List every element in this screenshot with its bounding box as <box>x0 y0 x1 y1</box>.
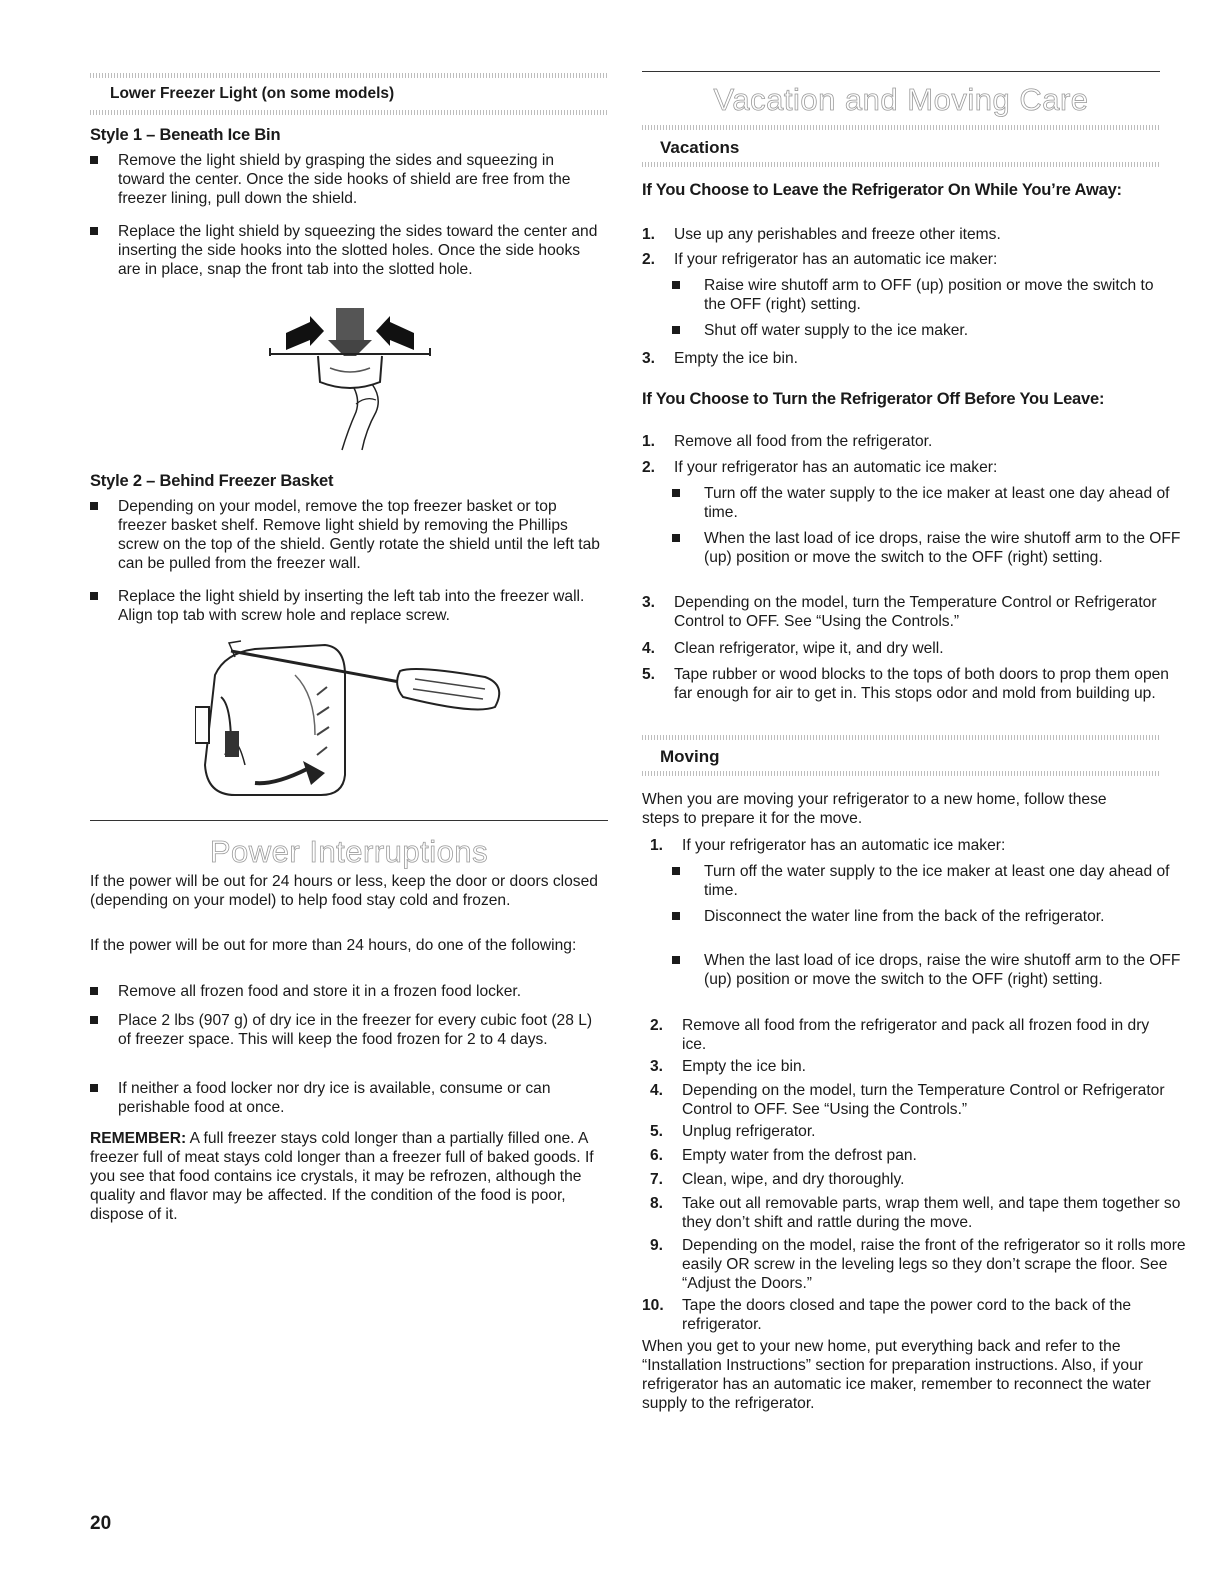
vacation-moving-title: Vacation and Moving Care <box>713 82 1089 117</box>
moving-sub-1: Turn off the water supply to the ice maker at least one day ahead of time. <box>672 862 1188 900</box>
vacation-off-sub-2: When the last load of ice drops, raise the wire shutoff arm to the OFF (up) position or move the switch to the OFF (right) setting. <box>672 529 1188 567</box>
vacation-off-step-1 <box>642 432 1174 451</box>
vacation-off-title: If You Choose to Turn the Refrigerator Off Before You Leave: <box>642 390 1105 408</box>
step-text: Take out all removable parts, wrap them well, and tape them together so they don’t shift and rattle during the move. <box>682 1195 1181 1231</box>
moving-step-7 <box>650 1170 1172 1189</box>
step-text: Tape rubber or wood blocks to the tops of both doors to prop them open far enough for air to get in. This stops odor and mold from building up. <box>674 666 1169 702</box>
step-number: 1. <box>642 433 656 450</box>
step-number: 3. <box>650 1058 664 1075</box>
step-text: Remove all food from the refrigerator and pack all frozen food in dry ice. <box>682 1017 1150 1053</box>
moving-step-10 <box>642 1296 1182 1334</box>
section-divider <box>90 820 608 821</box>
step-number: 3. <box>642 594 656 611</box>
section-hatch <box>90 73 608 78</box>
vacation-off-step-4 <box>642 639 1174 658</box>
vacation-on-step-2 <box>642 250 1174 269</box>
step-text: Depending on the model, raise the front of the refrigerator so it rolls more easily OR screw in the leveling legs so they don’t scrape the floor. See “Adjust the Doors.” <box>682 1237 1186 1292</box>
power-paragraph-1: If the power will be out for 24 hours or less, keep the door or doors closed (depending on your model) to help food stay cold and frozen. <box>90 873 598 909</box>
section-divider <box>642 71 1160 72</box>
step-text: Depending on the model, turn the Temperature Control or Refrigerator Control to OFF. See “Using the Controls.” <box>682 1082 1165 1118</box>
step-text: Tape the doors closed and tape the power cord to the back of the refrigerator. <box>682 1297 1132 1333</box>
power-interruptions-title: Power Interruptions <box>209 834 489 869</box>
step-text: Empty the ice bin. <box>682 1058 806 1075</box>
step-text: Remove all food from the refrigerator. <box>674 433 933 450</box>
step-text: If your refrigerator has an automatic ice maker: <box>674 459 998 476</box>
vacation-on-sub-1: Raise wire shutoff arm to OFF (up) position or move the switch to the OFF (right) setting. <box>672 276 1174 314</box>
remember-label: REMEMBER: <box>90 1130 187 1147</box>
power-bullet-2: Place 2 lbs (907 g) of dry ice in the freezer for every cubic foot (28 L) of freezer space. This will keep the food frozen for 2 to 4 days. <box>90 1011 608 1049</box>
step-number: 2. <box>642 251 656 268</box>
step-text: If your refrigerator has an automatic ice maker: <box>682 837 1006 854</box>
moving-step-5 <box>650 1122 1172 1141</box>
remember-paragraph <box>90 1129 606 1224</box>
step-number: 4. <box>642 640 656 657</box>
step-number: 10. <box>642 1297 664 1314</box>
vacation-off-step-3 <box>642 593 1174 631</box>
moving-intro: When you are moving your refrigerator to a new home, follow these steps to prepare it for the move. <box>642 791 1107 827</box>
step-number: 3. <box>642 350 656 367</box>
step-text: Use up any perishables and freeze other items. <box>674 226 1001 243</box>
step-number: 4. <box>650 1082 664 1099</box>
power-bullet-1: Remove all frozen food and store it in a frozen food locker. <box>90 982 608 1001</box>
section-hatch <box>90 110 608 115</box>
section-hatch <box>642 162 1160 167</box>
step-number: 1. <box>642 226 656 243</box>
section-hatch <box>642 125 1160 130</box>
remember-text: A full freezer stays cold longer than a partially filled one. A freezer full of meat stays cold longer than a freezer full of baked goods. If you see that food contains ice crystals, it may be refrozen, although the quality and flavor may be affected. If the condition of the food is poor, dispose of it. <box>90 1130 594 1223</box>
power-bullet-3: If neither a food locker nor dry ice is available, consume or can perishable food at once. <box>90 1079 608 1117</box>
section-hatch <box>642 771 1160 776</box>
moving-step-9 <box>650 1236 1192 1293</box>
vacation-off-step-2 <box>642 458 1174 477</box>
style1-bullet-2: Replace the light shield by squeezing the sides toward the center and inserting the side hooks into the slotted holes. Once the side hooks are in place, snap the front tab into the slotted hole. <box>90 222 604 279</box>
step-text: Unplug refrigerator. <box>682 1123 816 1140</box>
step-text: If your refrigerator has an automatic ice maker: <box>674 251 998 268</box>
vacation-off-sub-1: Turn off the water supply to the ice maker at least one day ahead of time. <box>672 484 1188 522</box>
moving-step-2 <box>650 1016 1172 1054</box>
step-text: Clean, wipe, and dry thoroughly. <box>682 1171 905 1188</box>
step-text: Depending on the model, turn the Temperature Control or Refrigerator Control to OFF. See “Using the Controls.” <box>674 594 1157 630</box>
step-number: 7. <box>650 1171 664 1188</box>
style2-bullet-1: Depending on your model, remove the top freezer basket or top freezer basket shelf. Remove light shield by removing the Phillips screw on the top of the shield. Gently rotate the shield until the left tab can be pulled from the freezer wall. <box>90 497 608 573</box>
step-number: 5. <box>642 666 656 683</box>
vacation-on-step-1 <box>642 225 1174 244</box>
step-text: Empty water from the defrost pan. <box>682 1147 917 1164</box>
page-number: 20 <box>90 1513 112 1534</box>
moving-step-3 <box>650 1057 1172 1076</box>
freezer-light-title: Lower Freezer Light (on some models) <box>110 85 395 102</box>
vacation-on-title: If You Choose to Leave the Refrigerator On While You’re Away: <box>642 181 1122 199</box>
shield-screwdriver-illustration <box>195 635 525 805</box>
moving-step-6 <box>650 1146 1172 1165</box>
style1-bullet-1: Remove the light shield by grasping the sides and squeezing in toward the center. Once the side hooks of shield are free from the freezer lining, pull down the shield. <box>90 151 604 208</box>
step-number: 2. <box>650 1017 664 1034</box>
section-hatch <box>642 735 1160 740</box>
moving-sub-3: When the last load of ice drops, raise the wire shutoff arm to the OFF (up) position or move the switch to the OFF (right) setting. <box>672 951 1188 989</box>
vacation-off-step-5 <box>642 665 1174 703</box>
moving-step-8 <box>650 1194 1182 1232</box>
vacation-on-sub-2: Shut off water supply to the ice maker. <box>672 321 1174 340</box>
moving-closing: When you get to your new home, put everything back and refer to the “Installation Instructions” section for preparation instructions. Also, if your refrigerator has an automatic ice maker, remember to reconnect the water supply to the refrigerator. <box>642 1338 1151 1412</box>
step-text: Clean refrigerator, wipe it, and dry well. <box>674 640 944 657</box>
step-number: 9. <box>650 1237 664 1254</box>
step-text: Empty the ice bin. <box>674 350 798 367</box>
moving-step-4 <box>650 1081 1172 1119</box>
vacations-title: Vacations <box>660 138 740 157</box>
step-number: 5. <box>650 1123 664 1140</box>
style1-title: Style 1 – Beneath Ice Bin <box>90 126 281 144</box>
step-number: 6. <box>650 1147 664 1164</box>
step-number: 2. <box>642 459 656 476</box>
light-shield-squeeze-illustration <box>250 300 450 465</box>
moving-title: Moving <box>660 747 720 766</box>
step-number: 1. <box>650 837 664 854</box>
step-number: 8. <box>650 1195 664 1212</box>
vacation-on-step-3 <box>642 349 1174 368</box>
moving-step-1 <box>650 836 1182 855</box>
style2-bullet-2: Replace the light shield by inserting the left tab into the freezer wall. Align top tab with screw hole and replace screw. <box>90 587 608 625</box>
style2-title: Style 2 – Behind Freezer Basket <box>90 472 334 490</box>
power-paragraph-2: If the power will be out for more than 24 hours, do one of the following: <box>90 937 577 954</box>
moving-sub-2: Disconnect the water line from the back of the refrigerator. <box>672 907 1188 926</box>
